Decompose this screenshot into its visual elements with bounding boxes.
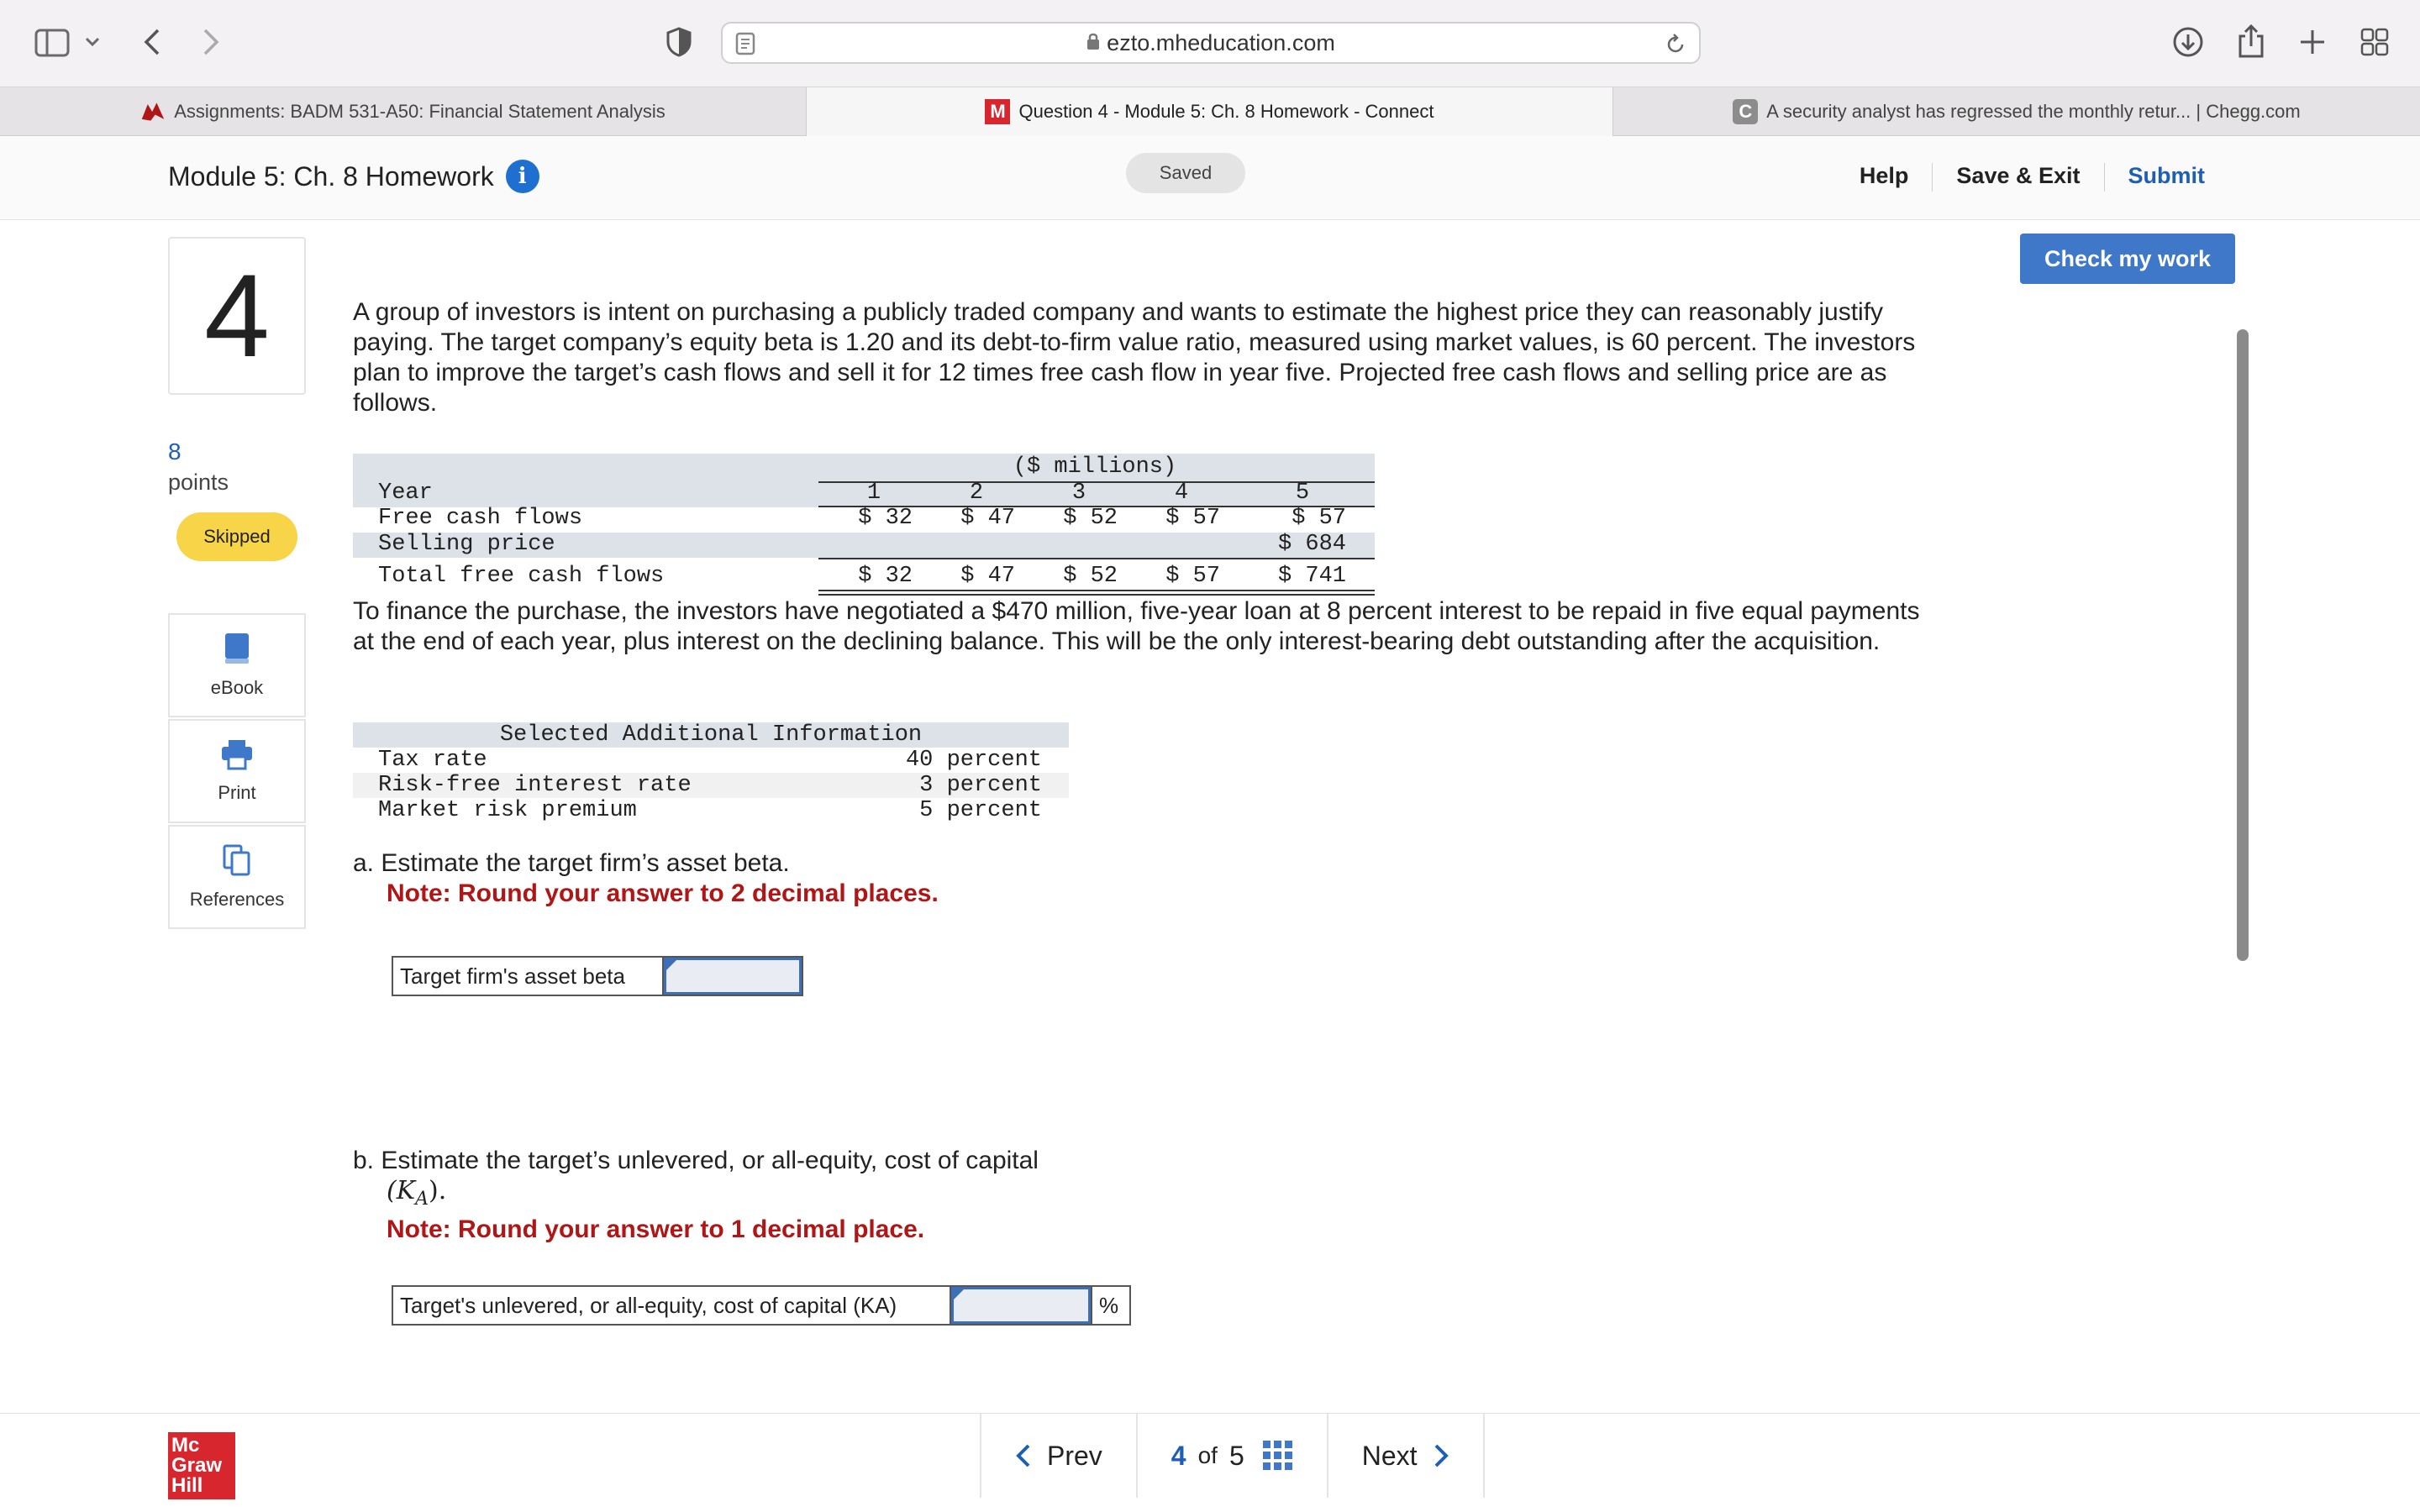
part-a-field-label: Target firm's asset beta <box>393 958 664 995</box>
table-row-total <box>353 564 1375 589</box>
points-value: 8 <box>168 438 182 465</box>
printer-icon <box>220 738 254 770</box>
info-row <box>378 798 1042 823</box>
chevron-down-icon[interactable] <box>82 32 103 52</box>
print-label: Print <box>218 782 256 803</box>
copy-icon <box>222 843 252 877</box>
table-row <box>353 506 1375 531</box>
assignment-header <box>0 136 2420 220</box>
reload-icon[interactable] <box>1664 33 1687 62</box>
info-value: 5 percent <box>919 798 1042 823</box>
submit-link[interactable]: Submit <box>2128 163 2205 188</box>
current-page: 4 <box>1171 1440 1186 1471</box>
browser-toolbar <box>0 0 2420 87</box>
check-my-work-button[interactable]: Check my work <box>2020 234 2235 284</box>
save-exit-link[interactable]: Save & Exit <box>1956 163 2081 188</box>
cell: $ 47 <box>960 506 1015 531</box>
part-b-math <box>353 1176 1933 1215</box>
row-label: Selling price <box>378 532 555 557</box>
help-link[interactable]: Help <box>1859 163 1909 188</box>
cell: $ 57 <box>1165 506 1220 531</box>
info-value: 40 percent <box>905 748 1042 773</box>
module-title-text: Module 5: Ch. 8 Homework <box>168 160 494 192</box>
cell: $ 47 <box>960 564 1015 589</box>
references-button[interactable] <box>168 825 306 929</box>
cell: $ 32 <box>858 506 913 531</box>
year-col: 4 <box>1174 480 1189 506</box>
of-label: of <box>1197 1442 1218 1468</box>
total-pages: 5 <box>1228 1440 1244 1471</box>
mcgraw-favicon-icon: M <box>985 99 1010 124</box>
year-label: Year <box>378 480 433 506</box>
address-bar[interactable] <box>721 22 1701 64</box>
row-label: Free cash flows <box>378 506 583 531</box>
tab-label: A security analyst has regressed the monthly retur... | Chegg.com <box>1766 101 2301 122</box>
subtotal-rule <box>818 558 1375 559</box>
status-badge: Skipped <box>176 512 297 561</box>
prev-label: Prev <box>1047 1440 1102 1471</box>
pager <box>980 1414 1485 1498</box>
logo-line: Graw <box>171 1454 223 1477</box>
page-indicator[interactable] <box>1136 1414 1327 1498</box>
chegg-favicon-icon: C <box>1733 99 1758 124</box>
references-label: References <box>189 889 285 910</box>
cell: $ 52 <box>1063 564 1118 589</box>
print-button[interactable] <box>168 719 306 823</box>
prev-button[interactable] <box>980 1414 1136 1498</box>
logo-line: Mc <box>171 1434 200 1457</box>
row-label: Total free cash flows <box>378 564 665 589</box>
cell: $ 57 <box>1292 506 1346 531</box>
page-icon <box>734 32 756 61</box>
math-close: ). <box>429 1176 447 1205</box>
new-tab-icon[interactable] <box>2296 25 2329 59</box>
table-unit-row <box>353 454 1375 480</box>
scrollbar[interactable] <box>2237 329 2249 961</box>
info-label: Risk-free interest rate <box>378 773 692 798</box>
wolf-logo-icon <box>140 99 166 124</box>
share-icon[interactable] <box>2235 22 2267 60</box>
logo-line: Hill <box>171 1474 203 1497</box>
part-b-prompt <box>353 1146 1933 1245</box>
year-col: 3 <box>1071 480 1086 506</box>
info-value: 3 percent <box>919 773 1042 798</box>
percent-unit: % <box>1091 1287 1129 1324</box>
download-icon[interactable] <box>2171 25 2205 59</box>
table-year-row <box>353 480 1375 506</box>
year-col: 2 <box>969 480 984 506</box>
table-row <box>353 532 1375 557</box>
total-rule <box>818 594 1375 596</box>
math-sub: A <box>415 1189 429 1210</box>
asset-beta-input[interactable] <box>664 958 802 995</box>
part-b-field-label: Target's unlevered, or all-equity, cost of capital (KA) <box>393 1287 951 1324</box>
part-b-answer-row <box>392 1285 1131 1326</box>
tab-overview-icon[interactable] <box>2358 25 2391 59</box>
unit-header: ($ millions) <box>1013 454 1177 480</box>
footer-nav <box>0 1413 2420 1512</box>
shield-icon[interactable] <box>664 25 694 59</box>
tab-label: Question 4 - Module 5: Ch. 8 Homework - Connect <box>1018 101 1434 122</box>
points-label: points <box>168 470 229 495</box>
module-title <box>168 160 539 193</box>
next-button[interactable] <box>1327 1414 1485 1498</box>
question-intro: A group of investors is intent on purchasing a publicly traded company and wants to estimate the highest price they can reasonably justify paying. The target company’s equity beta is 1.20 and its debt-to-firm value ratio, measured using market values, is 60 percent. The investors plan to improve the target’s cash flows and sell it for 12 times free cash flow in year five. Projected free cash flows and selling price are as follows. <box>353 298 1916 417</box>
mcgraw-hill-logo <box>168 1432 235 1499</box>
financing-text: To finance the purchase, the investors have negotiated a $470 million, five-year loan at 8 percent interest to be repaid in five equal payments at the end of each year, plus interest on the declining balance. This will be the only interest-bearing debt outstanding after the acquisition. <box>353 597 1920 655</box>
cost-of-capital-input[interactable] <box>951 1287 1091 1324</box>
tab-bar <box>0 87 2420 136</box>
forward-icon[interactable] <box>198 25 224 59</box>
sidebar-toggle-icon[interactable] <box>34 27 71 59</box>
cell: $ 684 <box>1277 532 1346 557</box>
math-open: (K <box>387 1176 416 1205</box>
info-row <box>378 773 1042 798</box>
tab-assignments[interactable] <box>0 87 807 136</box>
info-row <box>378 748 1042 773</box>
year-col: 5 <box>1295 480 1310 506</box>
part-a-question: a. Estimate the target firm’s asset beta. <box>353 849 790 877</box>
info-icon[interactable]: i <box>506 160 539 193</box>
part-a-note: Note: Round your answer to 2 decimal places. <box>387 879 939 907</box>
tab-label: Assignments: BADM 531-A50: Financial Statement Analysis <box>174 101 666 122</box>
tab-question[interactable] <box>807 87 1613 136</box>
ebook-button[interactable] <box>168 613 306 717</box>
info-title: Selected Additional Information <box>499 722 923 748</box>
ebook-label: eBook <box>210 677 264 698</box>
info-label: Tax rate <box>378 748 487 773</box>
grid-icon <box>1263 1441 1293 1471</box>
saved-badge: Saved <box>1126 153 1245 193</box>
part-a-answer-row <box>392 956 803 996</box>
cell: $ 57 <box>1165 564 1220 589</box>
chevron-right-icon <box>1433 1443 1449 1468</box>
year-col: 1 <box>866 480 881 506</box>
header-actions <box>1836 163 2228 192</box>
next-label: Next <box>1361 1440 1418 1471</box>
total-rule <box>818 590 1375 591</box>
additional-info-table <box>353 722 1069 830</box>
lock-icon <box>1086 30 1100 56</box>
back-icon[interactable] <box>139 25 165 59</box>
cell: $ 741 <box>1277 564 1346 589</box>
url-text: ezto.mheducation.com <box>1107 29 1335 55</box>
cell: $ 32 <box>858 564 913 589</box>
part-b-question: b. Estimate the target’s unlevered, or all-equity, cost of capital <box>353 1147 1039 1174</box>
cell: $ 52 <box>1063 506 1118 531</box>
tab-chegg[interactable] <box>1613 87 2420 136</box>
part-a-prompt <box>353 848 1933 909</box>
part-b-note: Note: Round your answer to 1 decimal place. <box>387 1215 925 1243</box>
points-info <box>168 437 229 497</box>
info-label: Market risk premium <box>378 798 637 823</box>
book-icon <box>223 632 251 665</box>
question-number: 4 <box>168 237 306 395</box>
chevron-left-icon <box>1015 1443 1032 1468</box>
